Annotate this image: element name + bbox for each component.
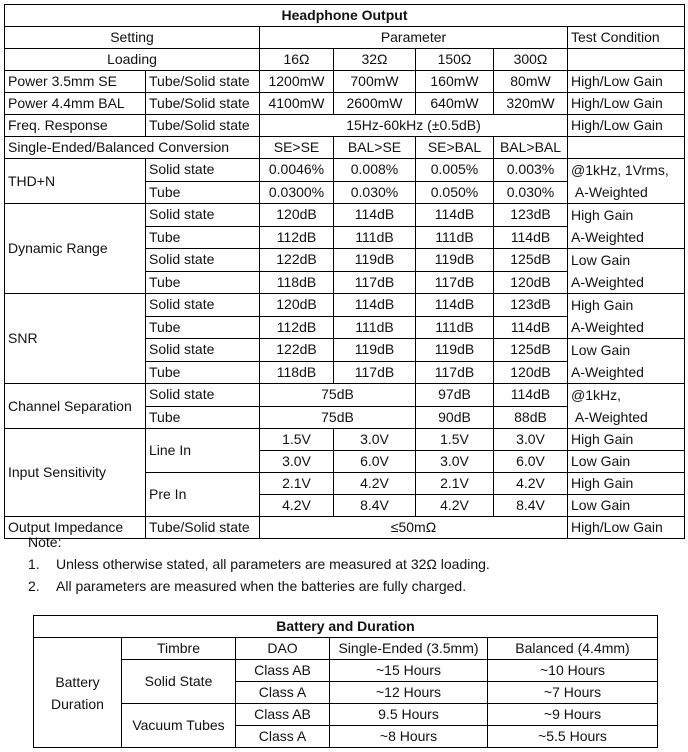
thd-value: 0.005% bbox=[416, 159, 494, 182]
note-item bbox=[8, 575, 490, 597]
output-impedance-label: Output Impedance bbox=[5, 517, 146, 539]
dr-mode: Solid state bbox=[146, 204, 260, 227]
snr-condition-line1: High Gain bbox=[571, 297, 634, 313]
header-parameter: Parameter bbox=[260, 27, 568, 49]
dr-value: 118dB bbox=[260, 271, 334, 294]
battery-duration-table bbox=[33, 615, 658, 748]
is-value: 8.4V bbox=[494, 495, 568, 517]
bal-duration: ~9 Hours bbox=[488, 704, 658, 726]
loading-value: 300Ω bbox=[494, 49, 568, 71]
power-bal-label: Power 4.4mm BAL bbox=[5, 93, 146, 115]
power-bal-value: 2600mW bbox=[334, 93, 416, 115]
timbre-cell: Vacuum Tubes bbox=[122, 704, 236, 748]
headphone-output-table bbox=[4, 4, 685, 539]
power-bal-condition: High/Low Gain bbox=[568, 93, 685, 115]
snr-value: 111dB bbox=[416, 316, 494, 339]
loading-label: Loading bbox=[5, 49, 260, 71]
dao-cell: Class A bbox=[236, 726, 330, 748]
header-test-condition: Test Condition bbox=[568, 27, 685, 49]
header-single-ended: Single-Ended (3.5mm) bbox=[330, 638, 488, 660]
battery-row bbox=[34, 660, 658, 682]
dr-value: 114dB bbox=[416, 204, 494, 227]
battery-row bbox=[34, 704, 658, 726]
snr-mode: Tube bbox=[146, 361, 260, 384]
se-duration: 9.5 Hours bbox=[330, 704, 488, 726]
dr-mode: Tube bbox=[146, 271, 260, 294]
is-mode: Line In bbox=[146, 429, 260, 473]
power-se-value: 700mW bbox=[334, 71, 416, 93]
battery-duration-label bbox=[34, 638, 122, 748]
battery-header-row bbox=[34, 638, 658, 660]
thd-value: 0.050% bbox=[416, 181, 494, 204]
is-value: 6.0V bbox=[494, 451, 568, 473]
is-condition: Low Gain bbox=[568, 495, 685, 517]
note-text: All parameters are measured when the batteries are fully charged. bbox=[56, 578, 467, 594]
table-title-row bbox=[5, 5, 685, 27]
conversion-row bbox=[5, 137, 685, 159]
dr-condition-line2: A-Weighted bbox=[571, 229, 644, 245]
power-bal-mode: Tube/Solid state bbox=[146, 93, 260, 115]
thd-mode: Solid state bbox=[146, 159, 260, 182]
is-value: 4.2V bbox=[334, 473, 416, 495]
dr-value: 119dB bbox=[416, 249, 494, 272]
loading-row bbox=[5, 49, 685, 71]
thd-value: 0.008% bbox=[334, 159, 416, 182]
cs-condition bbox=[568, 384, 685, 429]
timbre-cell: Solid State bbox=[122, 660, 236, 704]
dr-value: 117dB bbox=[334, 271, 416, 294]
snr-condition-high bbox=[568, 294, 685, 339]
dr-value: 111dB bbox=[416, 226, 494, 249]
thd-value: 0.003% bbox=[494, 159, 568, 182]
conversion-condition bbox=[568, 137, 685, 159]
thd-condition-line2: A-Weighted bbox=[574, 184, 648, 200]
thd-mode: Tube bbox=[146, 181, 260, 204]
thd-value: 0.030% bbox=[334, 181, 416, 204]
snr-value: 117dB bbox=[416, 361, 494, 384]
snr-mode: Solid state bbox=[146, 339, 260, 362]
dr-mode: Solid state bbox=[146, 249, 260, 272]
conversion-value: BAL>BAL bbox=[494, 137, 568, 159]
snr-value: 117dB bbox=[334, 361, 416, 384]
bal-duration: ~10 Hours bbox=[488, 660, 658, 682]
channel-separation-label: Channel Separation bbox=[5, 384, 146, 429]
power-bal-value: 4100mW bbox=[260, 93, 334, 115]
is-value: 4.2V bbox=[416, 495, 494, 517]
power-bal-value: 320mW bbox=[494, 93, 568, 115]
dr-value: 125dB bbox=[494, 249, 568, 272]
snr-value: 125dB bbox=[494, 339, 568, 362]
dr-value: 112dB bbox=[260, 226, 334, 249]
power-bal-value: 640mW bbox=[416, 93, 494, 115]
is-mode: Pre In bbox=[146, 473, 260, 517]
dr-value: 114dB bbox=[334, 204, 416, 227]
thd-condition bbox=[568, 159, 685, 204]
header-timbre: Timbre bbox=[122, 638, 236, 660]
conversion-value: BAL>SE bbox=[334, 137, 416, 159]
thd-value: 0.0300% bbox=[260, 181, 334, 204]
dr-value: 120dB bbox=[494, 271, 568, 294]
snr-label: SNR bbox=[5, 294, 146, 384]
power-se-value: 1200mW bbox=[260, 71, 334, 93]
bal-duration: ~7 Hours bbox=[488, 682, 658, 704]
snr-condition-line1: Low Gain bbox=[571, 342, 631, 358]
thd-value: 0.0046% bbox=[260, 159, 334, 182]
snr-condition-line2: A-Weighted bbox=[571, 364, 644, 380]
dynamic-range-label: Dynamic Range bbox=[5, 204, 146, 294]
battery-table-title: Battery and Duration bbox=[34, 616, 658, 638]
dao-cell: Class AB bbox=[236, 660, 330, 682]
header-dao: DAO bbox=[236, 638, 330, 660]
thd-condition-line1: @1kHz, 1Vrms, bbox=[571, 162, 669, 178]
is-value: 2.1V bbox=[416, 473, 494, 495]
snr-value: 112dB bbox=[260, 316, 334, 339]
is-value: 6.0V bbox=[334, 451, 416, 473]
dr-value: 122dB bbox=[260, 249, 334, 272]
dr-value: 119dB bbox=[334, 249, 416, 272]
freq-row bbox=[5, 115, 685, 137]
dr-condition-high bbox=[568, 204, 685, 249]
dr-value: 111dB bbox=[334, 226, 416, 249]
is-value: 3.0V bbox=[260, 451, 334, 473]
freq-label: Freq. Response bbox=[5, 115, 146, 137]
conversion-value: SE>BAL bbox=[416, 137, 494, 159]
is-condition: High Gain bbox=[568, 473, 685, 495]
cs-mode: Tube bbox=[146, 406, 260, 429]
input-sensitivity-label: Input Sensitivity bbox=[5, 429, 146, 517]
is-value: 1.5V bbox=[416, 429, 494, 451]
battery-label-line1: Battery bbox=[55, 673, 100, 690]
cs-value: 90dB bbox=[416, 406, 494, 429]
cs-condition-line2: A-Weighted bbox=[574, 409, 648, 425]
snr-mode: Tube bbox=[146, 316, 260, 339]
loading-value: 150Ω bbox=[416, 49, 494, 71]
snr-condition-low bbox=[568, 339, 685, 384]
loading-value: 32Ω bbox=[334, 49, 416, 71]
is-value: 3.0V bbox=[494, 429, 568, 451]
is-value: 3.0V bbox=[416, 451, 494, 473]
snr-value: 120dB bbox=[494, 361, 568, 384]
bal-duration: ~5.5 Hours bbox=[488, 726, 658, 748]
snr-condition-line2: A-Weighted bbox=[571, 319, 644, 335]
snr-value: 123dB bbox=[494, 294, 568, 317]
snr-value: 120dB bbox=[260, 294, 334, 317]
notes-heading: Note: bbox=[28, 534, 62, 550]
is-value: 4.2V bbox=[260, 495, 334, 517]
dr-value: 114dB bbox=[494, 226, 568, 249]
dr-condition-line2: A-Weighted bbox=[571, 274, 644, 290]
note-text: Unless otherwise stated, all parameters are measured at 32Ω loading. bbox=[56, 556, 490, 572]
snr-value: 114dB bbox=[334, 294, 416, 317]
header-balanced: Balanced (4.4mm) bbox=[488, 638, 658, 660]
note-number: 2. bbox=[28, 578, 40, 594]
is-condition: High Gain bbox=[568, 429, 685, 451]
is-value: 2.1V bbox=[260, 473, 334, 495]
power-se-condition: High/Low Gain bbox=[568, 71, 685, 93]
power-se-value: 80mW bbox=[494, 71, 568, 93]
snr-value: 122dB bbox=[260, 339, 334, 362]
power-se-value: 160mW bbox=[416, 71, 494, 93]
conversion-label: Single-Ended/Balanced Conversion bbox=[5, 137, 260, 159]
power-se-mode: Tube/Solid state bbox=[146, 71, 260, 93]
is-value: 8.4V bbox=[334, 495, 416, 517]
thd-row bbox=[5, 159, 685, 182]
dr-condition-line1: High Gain bbox=[571, 207, 634, 223]
power-se-label: Power 3.5mm SE bbox=[5, 71, 146, 93]
se-duration: ~15 Hours bbox=[330, 660, 488, 682]
dr-condition-line1: Low Gain bbox=[571, 252, 631, 268]
snr-mode: Solid state bbox=[146, 294, 260, 317]
dynamic-range-row bbox=[5, 204, 685, 227]
dr-value: 123dB bbox=[494, 204, 568, 227]
dr-value: 117dB bbox=[416, 271, 494, 294]
freq-mode: Tube/Solid state bbox=[146, 115, 260, 137]
table-title: Headphone Output bbox=[5, 5, 685, 27]
note-number: 1. bbox=[28, 556, 40, 572]
se-duration: ~12 Hours bbox=[330, 682, 488, 704]
is-value: 4.2V bbox=[494, 473, 568, 495]
cs-mode: Solid state bbox=[146, 384, 260, 407]
se-duration: ~8 Hours bbox=[330, 726, 488, 748]
loading-value: 16Ω bbox=[260, 49, 334, 71]
output-impedance-value: ≤50mΩ bbox=[260, 517, 568, 539]
snr-value: 119dB bbox=[334, 339, 416, 362]
conversion-value: SE>SE bbox=[260, 137, 334, 159]
cs-value: 88dB bbox=[494, 406, 568, 429]
loading-condition bbox=[568, 49, 685, 71]
dao-cell: Class A bbox=[236, 682, 330, 704]
header-setting: Setting bbox=[5, 27, 260, 49]
dr-value: 120dB bbox=[260, 204, 334, 227]
dr-mode: Tube bbox=[146, 226, 260, 249]
notes-section bbox=[8, 531, 490, 597]
cs-merged-value: 75dB bbox=[260, 384, 416, 407]
cs-merged-value: 75dB bbox=[260, 406, 416, 429]
thd-value: 0.030% bbox=[494, 181, 568, 204]
input-sensitivity-row bbox=[5, 429, 685, 451]
dr-condition-low bbox=[568, 249, 685, 294]
power-bal-row bbox=[5, 93, 685, 115]
freq-condition: High/Low Gain bbox=[568, 115, 685, 137]
dao-cell: Class AB bbox=[236, 704, 330, 726]
cs-value: 114dB bbox=[494, 384, 568, 407]
thd-label: THD+N bbox=[5, 159, 146, 204]
is-condition: Low Gain bbox=[568, 451, 685, 473]
freq-value: 15Hz-60kHz (±0.5dB) bbox=[260, 115, 568, 137]
header-row bbox=[5, 27, 685, 49]
battery-title-row bbox=[34, 616, 658, 638]
power-se-row bbox=[5, 71, 685, 93]
snr-value: 118dB bbox=[260, 361, 334, 384]
output-impedance-mode: Tube/Solid state bbox=[146, 517, 260, 539]
snr-value: 114dB bbox=[416, 294, 494, 317]
is-value: 1.5V bbox=[260, 429, 334, 451]
is-value: 3.0V bbox=[334, 429, 416, 451]
cs-condition-line1: @1kHz, bbox=[571, 387, 621, 403]
snr-row bbox=[5, 294, 685, 317]
cs-value: 97dB bbox=[416, 384, 494, 407]
snr-value: 114dB bbox=[494, 316, 568, 339]
output-impedance-condition: High/Low Gain bbox=[568, 517, 685, 539]
snr-value: 111dB bbox=[334, 316, 416, 339]
snr-value: 119dB bbox=[416, 339, 494, 362]
channel-separation-row bbox=[5, 384, 685, 407]
note-item bbox=[8, 553, 490, 575]
battery-label-line2: Duration bbox=[51, 695, 104, 712]
